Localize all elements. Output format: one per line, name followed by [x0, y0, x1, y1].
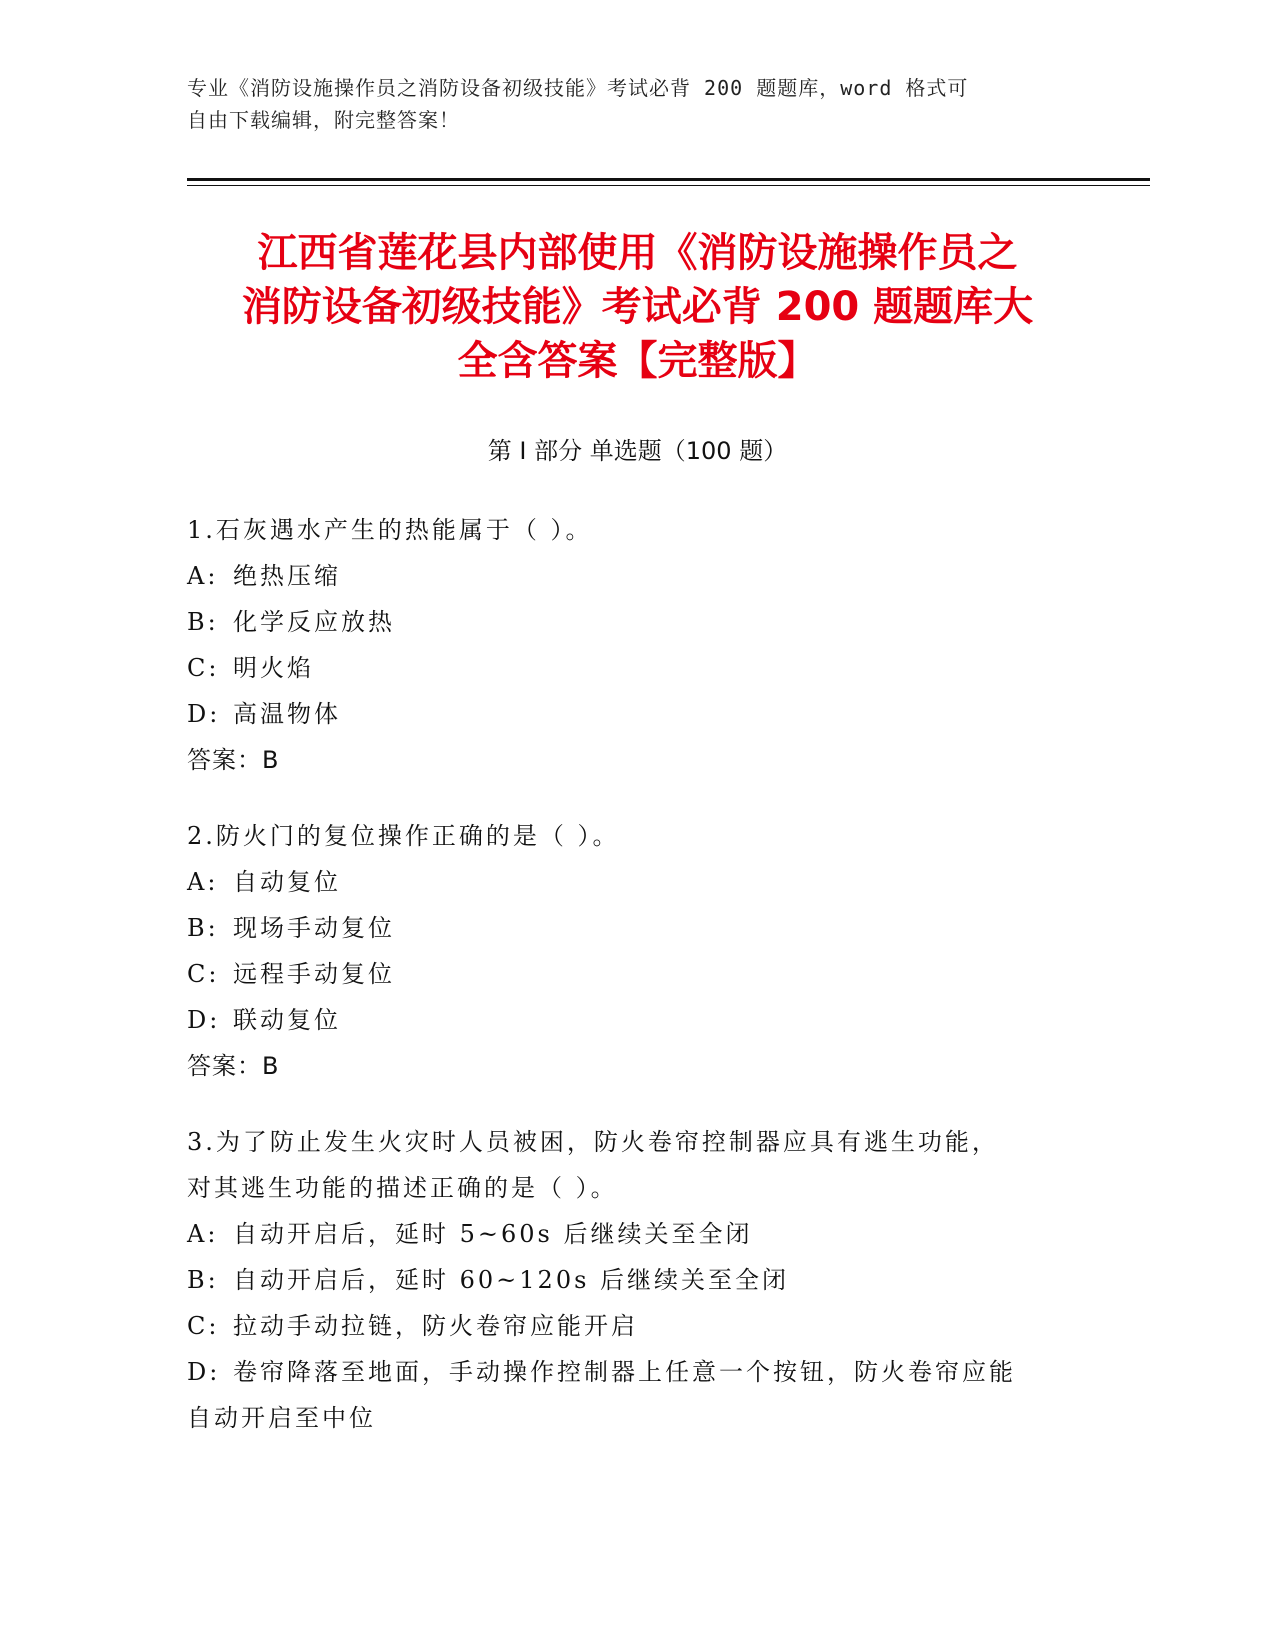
option-label: D:: [187, 1006, 221, 1034]
option-d: [187, 1349, 1087, 1395]
question-stem: 1.石灰遇水产生的热能属于（ ）。: [187, 516, 593, 544]
section-title: 第 I 部分 单选题（100 题）: [487, 437, 788, 465]
option-b: [187, 599, 1087, 645]
option-label: B:: [187, 1266, 219, 1294]
question-1: [187, 507, 1087, 783]
option-label: D:: [187, 700, 221, 728]
header-note: [187, 72, 1067, 136]
header-rule-thin: [187, 185, 1150, 186]
option-label: B:: [187, 914, 219, 942]
option-a: [187, 553, 1087, 599]
option-d: [187, 997, 1087, 1043]
header-rule-thick: [187, 178, 1150, 181]
option-d-continuation: 自动开启至中位: [187, 1404, 376, 1432]
document-title: [150, 226, 1125, 388]
option-label: A:: [187, 1220, 219, 1248]
header-note-line-1: 专业《消防设施操作员之消防设备初级技能》考试必背 200 题题库，word 格式可: [187, 76, 969, 100]
title-line-3: 全含答案【完整版】: [457, 338, 818, 384]
question-stem-line-1: 3.为了防止发生火灾时人员被困，防火卷帘控制器应具有逃生功能，: [187, 1128, 999, 1156]
option-a: [187, 1211, 1087, 1257]
option-text: 绝热压缩: [233, 562, 341, 590]
answer: 答案：B: [187, 746, 280, 774]
question-2: [187, 813, 1087, 1089]
option-text: 高温物体: [233, 700, 341, 728]
answer: 答案：B: [187, 1052, 280, 1080]
title-line-2: 消防设备初级技能》考试必背 200 题题库大: [241, 284, 1034, 330]
title-line-1: 江西省莲花县内部使用《消防设施操作员之: [257, 230, 1018, 276]
option-a: [187, 859, 1087, 905]
option-text: 卷帘降落至地面，手动操作控制器上任意一个按钮，防火卷帘应能: [233, 1358, 1016, 1386]
option-text: 远程手动复位: [233, 960, 395, 988]
option-c: [187, 1303, 1087, 1349]
option-b: [187, 1257, 1087, 1303]
option-label: A:: [187, 562, 219, 590]
option-text: 明火焰: [233, 654, 314, 682]
option-label: A:: [187, 868, 219, 896]
option-label: C:: [187, 960, 220, 988]
option-text: 自动复位: [233, 868, 341, 896]
question-stem-line-2: 对其逃生功能的描述正确的是（ ）。: [187, 1174, 618, 1202]
question-3: [187, 1119, 1087, 1441]
question-stem: 2.防火门的复位操作正确的是（ ）。: [187, 822, 620, 850]
option-text: 现场手动复位: [233, 914, 395, 942]
option-b: [187, 905, 1087, 951]
option-text: 联动复位: [233, 1006, 341, 1034]
option-d: [187, 691, 1087, 737]
option-c: [187, 645, 1087, 691]
option-text: 化学反应放热: [233, 608, 395, 636]
option-c: [187, 951, 1087, 997]
option-text: 拉动手动拉链，防火卷帘应能开启: [233, 1312, 638, 1340]
option-label: D:: [187, 1358, 221, 1386]
option-label: C:: [187, 1312, 220, 1340]
header-note-line-2: 自由下载编辑，附完整答案！: [187, 108, 460, 132]
option-label: C:: [187, 654, 220, 682]
option-text: 自动开启后，延时 60~120s 后继续关至全闭: [233, 1266, 790, 1294]
option-label: B:: [187, 608, 219, 636]
option-text: 自动开启后，延时 5~60s 后继续关至全闭: [233, 1220, 753, 1248]
